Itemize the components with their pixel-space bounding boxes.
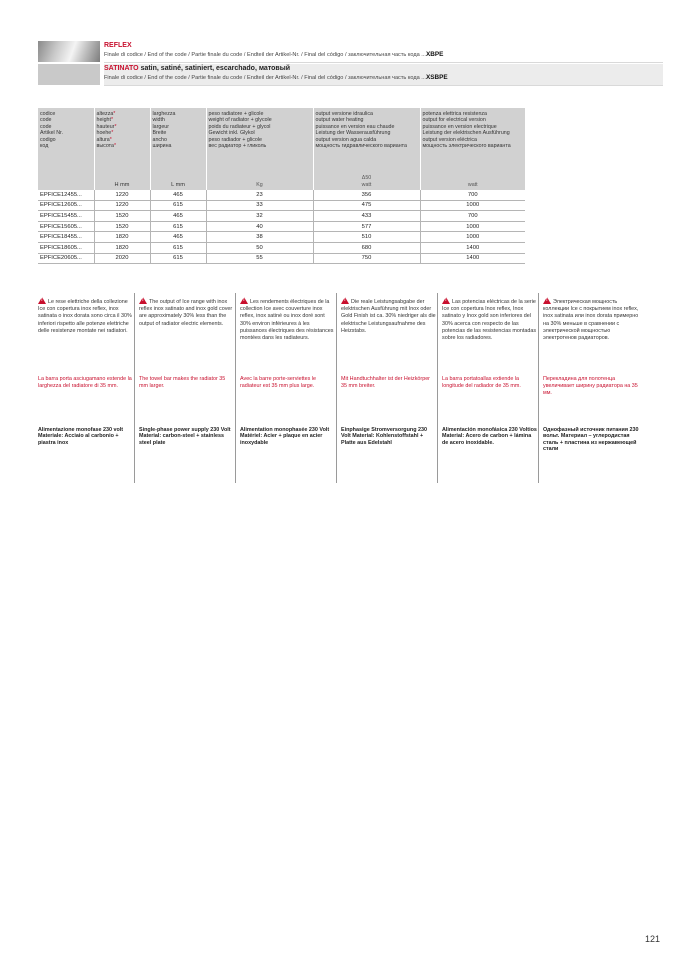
cell-output: 577: [313, 221, 420, 232]
warning-icon: [341, 297, 349, 304]
asterisk-mark: *: [113, 143, 117, 150]
cell-code: EPFICE20605...: [38, 253, 94, 264]
cell-code: EPFICE15455...: [38, 211, 94, 222]
finish-description: Finale di codice / End of the code / Partie finale du code / Endteil der Artikel-Nr. / Final del código / заключительная часть кода ...: [104, 52, 426, 58]
table-row: [38, 221, 525, 232]
warning-text: Les rendements électriques de la collection Ice avec couverture inox reflex, inox satiné ou inox doré sont 30% environ inférieures à les puissances électriques des résistances montées dans les radiateurs.: [240, 299, 334, 342]
cell-width: 465: [150, 232, 206, 243]
finish-reflex: [38, 41, 663, 63]
finish-description: Finale di codice / End of the code / Partie finale du code / Endteil der Artikel-Nr. / Final del código / заключительная часть кода ...: [104, 75, 426, 81]
cell-power: 700: [420, 190, 525, 200]
table-row: [38, 253, 525, 264]
header-weight: peso radiatore + glicole weight of radiator + glycole poids du radiateur + glycol Gewicht inkl. Glykol peso radiador + glicole вес радиатор + гликоль: [206, 108, 313, 170]
cell-code: EPFICE15605...: [38, 221, 94, 232]
asterisk-mark: *: [114, 123, 117, 130]
finish-suffix: XBPE: [425, 51, 444, 58]
cell-weight: 32: [206, 211, 313, 222]
table-unit-row: [38, 170, 525, 190]
warning-icon: [38, 297, 46, 304]
cell-height: 1220: [94, 190, 150, 200]
power-supply-note: Einphasige Stromversorgung 230 Volt Material: Kohlenstoffstahl + Platte aus Edelstahl: [341, 427, 427, 446]
cell-weight: 38: [206, 232, 313, 243]
spec-table: [38, 108, 525, 264]
asterisk-mark: *: [113, 111, 116, 117]
warning-icon: [240, 297, 248, 304]
table-row: [38, 200, 525, 211]
cell-weight: 55: [206, 253, 313, 264]
cell-output: 356: [313, 190, 420, 200]
header-electric-power: potenza elettrica resistenza output for electrical version puissance en version electrique Leistung der elektrischen Ausführung output version eléctrica мощность электрического варианта: [420, 108, 525, 170]
cell-code: EPFICE12605...: [38, 200, 94, 211]
cell-output: 750: [313, 253, 420, 264]
warning-text: Электрическая мощность коллекции Ice с покрытием inox reflex, inox satinata или inox dorata примерно на 30% меньше в сравнении с электрической мощностью электротенов радиаторов.: [543, 299, 639, 342]
finish-suffix: XSBPE: [425, 74, 448, 81]
table-row: [38, 242, 525, 253]
column-divider: [336, 293, 337, 483]
unit-width: L mm: [150, 170, 206, 190]
cell-width: 465: [150, 190, 206, 200]
cell-output: 680: [313, 242, 420, 253]
cell-width: 465: [150, 211, 206, 222]
cell-height: 1820: [94, 232, 150, 243]
cell-power: 1400: [420, 242, 525, 253]
power-supply-note: Single-phase power supply 230 Volt Material: carbon-steel + stainless steel plate: [139, 427, 231, 446]
towel-bar-note: La barra portatoallas extiende la longitude del radiador de 35 mm.: [442, 376, 521, 390]
unit-output: [313, 170, 420, 190]
asterisk-mark: *: [109, 136, 112, 143]
cell-output: 433: [313, 211, 420, 222]
satinato-swatch: [38, 64, 100, 85]
cell-power: 700: [420, 211, 525, 222]
reflex-swatch: [38, 41, 100, 62]
cell-weight: 23: [206, 190, 313, 200]
cell-code: EPFICE18605...: [38, 242, 94, 253]
cell-power: 1000: [420, 200, 525, 211]
unit-output-delta: Δ50: [361, 175, 372, 182]
unit-code: [38, 170, 94, 190]
table-row: [38, 232, 525, 243]
column-divider: [134, 293, 135, 483]
finish-name-rest: satin, satiné, satiniert, escarchado, матовый: [138, 65, 291, 72]
cell-width: 615: [150, 200, 206, 211]
cell-width: 615: [150, 253, 206, 264]
cell-weight: 33: [206, 200, 313, 211]
towel-bar-note: Перекладина для полотенца увеличивает ширину радиатора на 35 мм.: [543, 376, 638, 397]
cell-power: 1400: [420, 253, 525, 264]
power-supply-note: Alimentación monofásica 230 Voltios Material: Acero de carbon + lámina de acero inoxidable.: [442, 427, 537, 446]
cell-power: 1000: [420, 232, 525, 243]
unit-power: watt: [420, 170, 525, 190]
finish-name: REFLEX: [104, 42, 132, 49]
cell-output: 475: [313, 200, 420, 211]
cell-power: 1000: [420, 221, 525, 232]
power-supply-note: Alimentation monophasée 230 Volt Matériel: Acier + plaque en acier inoxydable: [240, 427, 330, 446]
cell-width: 615: [150, 242, 206, 253]
header-output: output versione idraulica output water heating puissance en version eau chaude Leistung der Wasserausführung output version agua calda мощность гидравлического варианта: [313, 108, 420, 170]
towel-bar-note: The towel bar makes the radiator 35 mm larger.: [139, 376, 226, 390]
warning-text: Las potencias eléctricas de la serie Ice con copertura Inox reflex, Inox satinato y Inox gold son inferiores del 30% acerca con respecto de las potencias de las resistencias montadas sobre los radiadores.: [442, 299, 537, 342]
warning-icon: [442, 297, 450, 304]
finish-name: SATINATO: [104, 65, 139, 72]
towel-bar-note: Mit Handtuchhalter ist der Heizkörper 35 mm breiter.: [341, 376, 430, 390]
header-width: larghezza width largeur Breite ancho ширина: [150, 108, 206, 170]
asterisk-mark: *: [111, 130, 114, 137]
column-divider: [538, 293, 539, 483]
table-row: [38, 211, 525, 222]
power-supply-note: Alimentazione monofase 230 volt Materiale: Acciaio al carbonio + piastra inox: [38, 427, 124, 446]
towel-bar-note: La barra porta asciugamano estende la larghezza del radiatore di 35 mm.: [38, 376, 132, 390]
table-header-row: [38, 108, 525, 170]
cell-output: 510: [313, 232, 420, 243]
unit-height: H mm: [94, 170, 150, 190]
warning-text: Die reale Leistungsabgabe der elektrischen Ausführung mit Inox oder Gold Finish ist ca. 30% niedriger als die elektrische Leistungsaufnahme des Heizstabs.: [341, 299, 436, 334]
page-number: 121: [645, 934, 661, 944]
cell-height: 1820: [94, 242, 150, 253]
cell-height: 1520: [94, 211, 150, 222]
warning-text: The output of Ice range with inox reflex inox satinato and inox gold cover are approximately 30% less than the output of radiator electric elements.: [139, 299, 233, 327]
finish-satinato: [38, 64, 663, 86]
cell-height: 1220: [94, 200, 150, 211]
cell-width: 615: [150, 221, 206, 232]
cell-code: EPFICE12455...: [38, 190, 94, 200]
unit-output-watt: watt: [361, 181, 372, 188]
warning-text: Le rese elettriche della collezione Ice con copertura inox reflex, inox satinata o inox dorata sono circa il 30% inferiori rispetto alle potenze elettriche delle resistenze montate nei radiatori.: [38, 299, 132, 334]
cell-weight: 50: [206, 242, 313, 253]
cell-height: 2020: [94, 253, 150, 264]
unit-weight: Kg: [206, 170, 313, 190]
warning-icon: [139, 297, 147, 304]
header-height: altezza* height* hauteur* hoehe* altura* высота*: [94, 108, 150, 170]
column-divider: [437, 293, 438, 483]
warning-icon: [543, 297, 551, 304]
header-code: codice code code Artikel Nr. codigo код: [38, 108, 94, 170]
cell-code: EPFICE18455...: [38, 232, 94, 243]
table-row: [38, 190, 525, 200]
cell-weight: 40: [206, 221, 313, 232]
column-divider: [235, 293, 236, 483]
power-supply-note: Однофазный источник питания 230 вольт. Материал – углеродистая сталь + пластина из нержавеющей стали: [543, 427, 639, 453]
towel-bar-note: Avec la barre porte-serviettes le radiateur est 35 mm plus large.: [240, 376, 317, 390]
cell-height: 1520: [94, 221, 150, 232]
asterisk-mark: *: [110, 117, 113, 124]
